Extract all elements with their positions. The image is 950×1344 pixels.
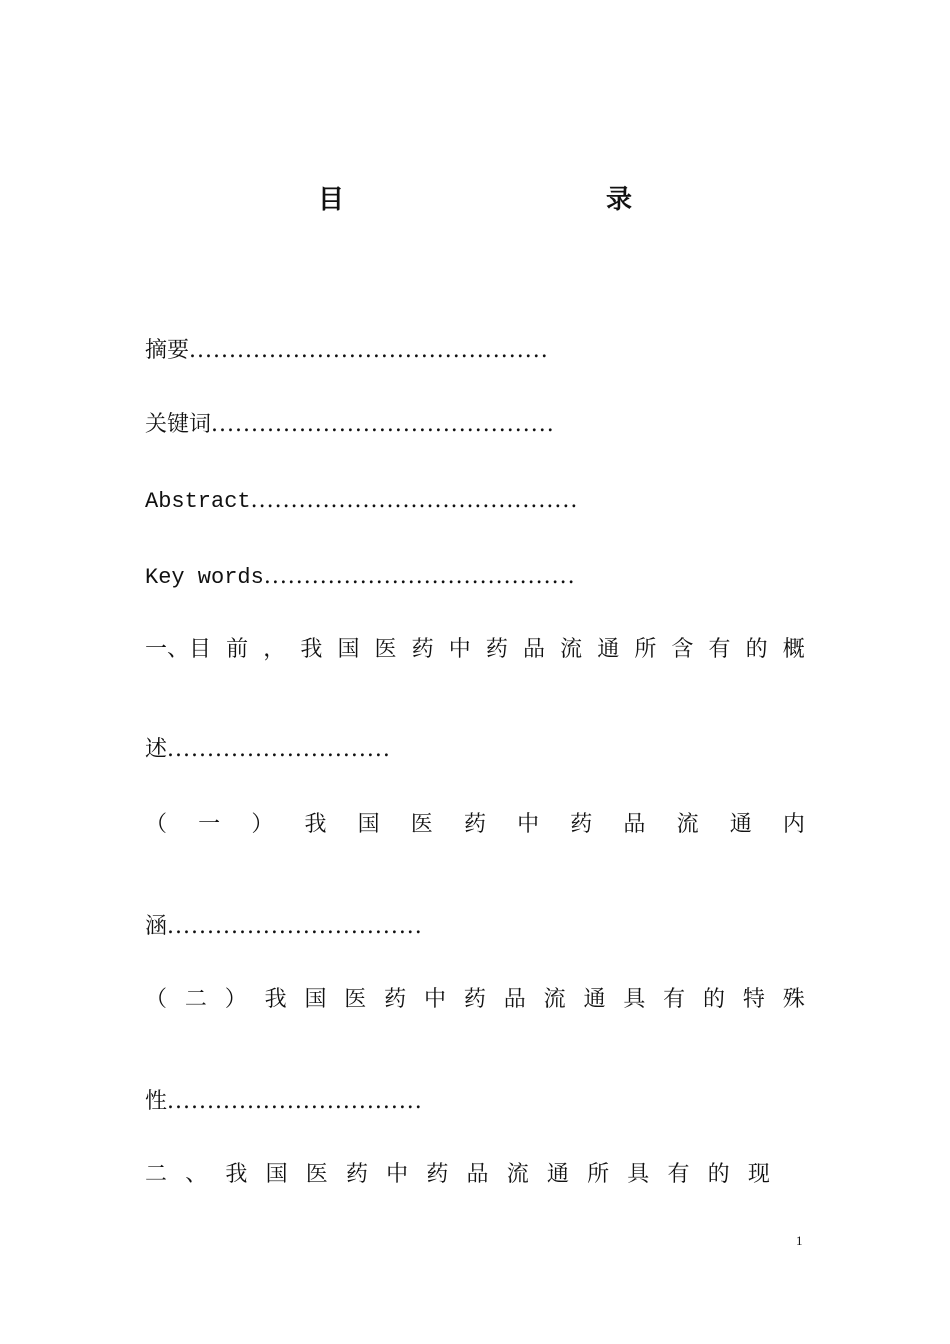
toc-entry-section1-2-line1[interactable] [145, 983, 805, 1017]
toc-heading-char: 流 [543, 987, 566, 1012]
toc-heading-char: 我 [225, 1162, 248, 1187]
toc-heading-char: ） [224, 987, 247, 1012]
toc-heading-char: （ [145, 987, 168, 1012]
toc-heading-char: 医 [305, 1162, 328, 1187]
toc-heading-char: 有 [708, 637, 731, 662]
toc-entry-section1-1-line1[interactable] [145, 808, 805, 842]
toc-heading-char: 国 [337, 637, 360, 662]
toc-entry-label: Abstract [145, 489, 251, 514]
toc-heading-char: 我 [300, 637, 323, 662]
toc-heading-char: 具 [627, 1162, 650, 1187]
toc-heading-char: 特 [742, 987, 765, 1012]
toc-heading-char: 、 [185, 1162, 208, 1187]
toc-heading-char: 具 [623, 987, 646, 1012]
toc-heading-char: 现 [747, 1162, 770, 1187]
toc-entry-label: 述 [145, 737, 168, 762]
toc-heading-char: 中 [517, 812, 540, 837]
toc-heading-char: 一 [198, 812, 221, 837]
toc-heading-char: 的 [707, 1162, 730, 1187]
toc-heading-char: 品 [522, 637, 545, 662]
toc-entry-section1-line2[interactable] [145, 733, 391, 767]
toc-heading-char: 殊 [782, 987, 805, 1012]
page-number: 1 [796, 1233, 803, 1248]
toc-leader-dots: ................................ [167, 914, 423, 939]
toc-heading-char: 所 [587, 1162, 610, 1187]
toc-heading-char: 药 [426, 1162, 449, 1187]
toc-entry-label: 关键词 [145, 412, 212, 437]
toc-entry-section2-line1[interactable] [145, 1158, 770, 1192]
toc-heading-char: 一、目 [145, 637, 212, 662]
toc-heading-char: 药 [384, 987, 407, 1012]
toc-heading-char: 概 [782, 637, 805, 662]
toc-heading-char: 流 [676, 812, 699, 837]
toc-heading-char: 通 [597, 637, 620, 662]
toc-heading-char: 通 [546, 1162, 569, 1187]
toc-heading-char: 药 [345, 1162, 368, 1187]
toc-heading-char: 二 [184, 987, 207, 1012]
toc-entry-keywords-en[interactable] [145, 560, 576, 595]
toc-heading-char: 中 [424, 987, 447, 1012]
toc-entry-abstract-cn[interactable] [145, 334, 549, 368]
toc-heading-char: 有 [663, 987, 686, 1012]
toc-heading-char: 药 [463, 812, 486, 837]
toc-heading-char: 医 [410, 812, 433, 837]
toc-heading-char: 药 [411, 637, 434, 662]
toc-heading-char: 我 [264, 987, 287, 1012]
toc-heading-char: 国 [357, 812, 380, 837]
toc-heading-char: 品 [503, 987, 526, 1012]
toc-entry-label: 涵 [145, 914, 168, 939]
toc-heading-char: 内 [782, 812, 805, 837]
toc-heading-char: 我 [304, 812, 327, 837]
toc-entry-label: 性 [145, 1089, 168, 1114]
toc-heading-char: 所 [634, 637, 657, 662]
toc-heading-char: 二 [145, 1162, 168, 1187]
toc-heading-char: 中 [386, 1162, 409, 1187]
toc-heading-char: 国 [304, 987, 327, 1012]
toc-entry-label: 摘要 [145, 338, 190, 363]
toc-heading-char: 的 [745, 637, 768, 662]
toc-leader-dots: ......................................... [250, 488, 579, 513]
toc-heading-char: 通 [729, 812, 752, 837]
toc-entry-abstract-en[interactable] [145, 484, 578, 519]
toc-heading-char: 流 [506, 1162, 529, 1187]
toc-heading-char: 含 [671, 637, 694, 662]
toc-entry-label: Key words [145, 565, 264, 590]
toc-leader-dots: ................................ [167, 1089, 423, 1114]
toc-leader-dots: ............................ [167, 737, 391, 762]
toc-leader-dots: ....................................... [263, 564, 576, 589]
toc-leader-dots: ........................................... [211, 412, 555, 437]
toc-entry-keywords-cn[interactable] [145, 408, 555, 442]
toc-heading-char: 的 [703, 987, 726, 1012]
toc-heading-char: 前 [226, 637, 249, 662]
toc-leader-dots: ............................................. [189, 338, 549, 363]
toc-heading-char: （ [145, 812, 168, 837]
toc-heading-char: 流 [560, 637, 583, 662]
toc-heading-char: 品 [623, 812, 646, 837]
toc-heading-char: 药 [485, 637, 508, 662]
toc-heading-char: 中 [448, 637, 471, 662]
toc-heading-char: 通 [583, 987, 606, 1012]
toc-heading-char: 有 [667, 1162, 690, 1187]
toc-heading-char: 医 [374, 637, 397, 662]
toc-title: 目 录 [317, 185, 702, 215]
toc-heading-char: 药 [570, 812, 593, 837]
toc-heading-char: 国 [265, 1162, 288, 1187]
toc-entry-section1-1-line2[interactable] [145, 910, 423, 944]
toc-heading-char: ） [251, 812, 274, 837]
toc-heading-char: 品 [466, 1162, 489, 1187]
toc-entry-section1-2-line2[interactable] [145, 1085, 423, 1119]
toc-heading-char: ， [263, 637, 286, 662]
toc-heading-char: 药 [463, 987, 486, 1012]
toc-entry-section1-line1[interactable] [145, 633, 805, 667]
toc-heading-char: 医 [344, 987, 367, 1012]
